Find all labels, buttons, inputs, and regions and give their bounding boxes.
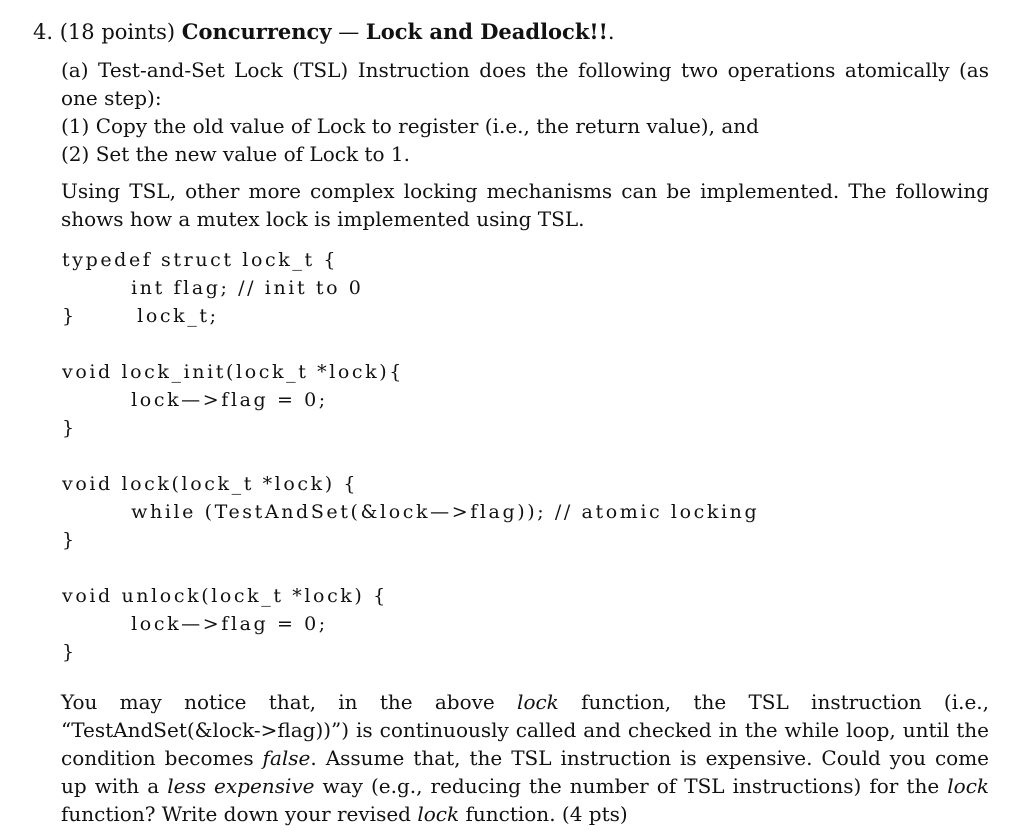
part-a-step-1: (1) Copy the old value of Lock to register (i.e., the return value), and [61,114,759,138]
closing-text: . Assume that, the TSL instruction is expensive. Could you come up with a [61,746,989,798]
code-line: int flag; // init to 0 [62,277,364,299]
title-period: . [607,20,615,44]
closing-emphasis: lock [517,690,559,714]
code-line: typedef struct lock_t { [62,249,339,271]
part-a-step-2: (2) Set the new value of Lock to 1. [61,142,410,166]
closing-emphasis: false [262,746,311,770]
closing-emphasis: lock [417,802,460,826]
question-points: (18 points) [59,20,176,44]
closing-text: function, the TSL instruction (i.e., “TestAndSet(&lock->flag))”) is continuously called and checked in the while loop, until the condition becomes [61,690,990,770]
closing-paragraph [61,688,989,828]
closing-emphasis: less expensive [167,774,315,798]
code-line: lock—>flag = 0; [62,613,328,635]
code-line: lock—>flag = 0; [62,389,328,411]
closing-text: function? Write down your revised [61,802,418,826]
code-line: void unlock(lock_t *lock) { [62,585,388,607]
code-line: } [62,417,77,439]
code-line: } [62,529,77,551]
question-heading [33,18,615,46]
code-line: void lock(lock_t *lock) { [62,473,359,495]
part-a-paragraph-2: Using TSL, other more complex locking mechanisms can be implemented. The following shows how a mutex lock is implemented using TSL. [61,179,989,231]
part-a-intro: (a) Test-and-Set Lock (TSL) Instruction does the following two operations atomically (as one step): [61,58,989,110]
question-title-part1: Concurrency [181,19,332,44]
code-line: } lock_t; [62,305,219,327]
closing-text: way (e.g., reducing the number of TSL instructions) for the [314,774,948,798]
code-line: while (TestAndSet(&lock—>flag)); // atomic locking [62,501,760,523]
question-title-part2: Lock and Deadlock!! [365,19,608,44]
code-line: } [62,641,77,663]
title-dash: — [338,20,360,44]
closing-text: You may notice that, in the above [61,690,518,714]
closing-text: function. (4 pts) [459,802,628,826]
question-number: 4. [33,20,54,44]
closing-emphasis: lock [947,774,990,798]
code-line: void lock_init(lock_t *lock){ [62,361,404,383]
